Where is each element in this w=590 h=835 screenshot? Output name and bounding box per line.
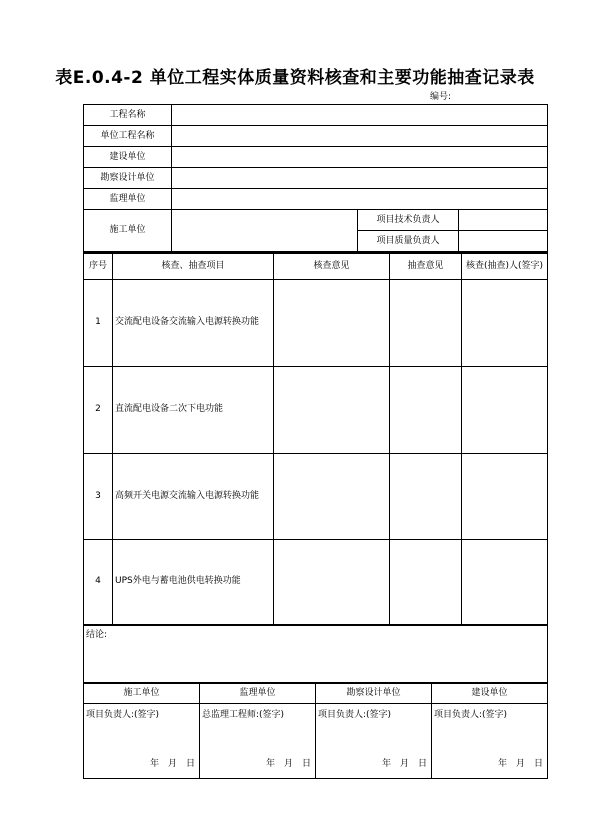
- sign-org-supervision: 监理单位: [200, 683, 316, 703]
- sign-role: 总监理工程师:(签字): [202, 709, 285, 720]
- sign-role: 项目负责人:(签字): [434, 709, 508, 720]
- spot-opinion-field[interactable]: [390, 366, 462, 453]
- row-no: 4: [84, 539, 113, 625]
- sign-org-construction: 建设单位: [432, 683, 548, 703]
- header-inspector: 核查(抽查)人(签字): [462, 253, 548, 279]
- signature-table: [83, 683, 548, 779]
- sign-date: 年 月 日: [149, 758, 195, 769]
- quality-lead-field[interactable]: [459, 231, 548, 252]
- project-name-field[interactable]: [172, 105, 548, 126]
- spot-opinion-field[interactable]: [390, 539, 462, 625]
- row-no: 3: [84, 453, 113, 539]
- sign-date: 年 月 日: [265, 758, 311, 769]
- tech-lead-field[interactable]: [459, 210, 548, 231]
- survey-design-unit-field[interactable]: [172, 168, 548, 189]
- check-table: [83, 252, 548, 683]
- construction-unit-field[interactable]: [172, 147, 548, 168]
- sign-org-survey-design: 勘察设计单位: [316, 683, 432, 703]
- conclusion-label: 结论:: [86, 630, 108, 640]
- conclusion-field[interactable]: [84, 625, 548, 682]
- supervision-unit-field[interactable]: [172, 189, 548, 210]
- sign-box-survey-design[interactable]: [316, 703, 432, 778]
- inspector-field[interactable]: [462, 539, 548, 625]
- sign-org-contractor: 施工单位: [84, 683, 200, 703]
- sign-role: 项目负责人:(签字): [86, 709, 160, 720]
- project-name-label: 工程名称: [84, 105, 172, 126]
- row-no: 2: [84, 366, 113, 453]
- sign-box-supervision[interactable]: [200, 703, 316, 778]
- check-opinion-field[interactable]: [274, 453, 390, 539]
- inspector-field[interactable]: [462, 366, 548, 453]
- header-spot-opinion: 抽查意见: [390, 253, 462, 279]
- sign-box-contractor[interactable]: [84, 703, 200, 778]
- quality-lead-label: 项目质量负责人: [358, 231, 459, 252]
- row-item: 高频开关电源交流输入电源转换功能: [113, 453, 274, 539]
- table-row: [84, 366, 548, 453]
- header-item: 核查、抽查项目: [113, 253, 274, 279]
- sign-role: 项目负责人:(签字): [318, 709, 392, 720]
- contractor-label: 施工单位: [84, 210, 172, 252]
- check-opinion-field[interactable]: [274, 279, 390, 366]
- check-opinion-field[interactable]: [274, 539, 390, 625]
- tech-lead-label: 项目技术负责人: [358, 210, 459, 231]
- form-title: 表E.0.4-2 单位工程实体质量资料核查和主要功能抽查记录表: [55, 68, 535, 88]
- table-row: [84, 539, 548, 625]
- row-item: UPS外电与蓄电池供电转换功能: [113, 539, 274, 625]
- contractor-field[interactable]: [172, 210, 358, 252]
- sign-date: 年 月 日: [381, 758, 427, 769]
- record-form: [83, 104, 547, 779]
- serial-number-label: 编号:: [430, 92, 452, 102]
- unit-project-name-label: 单位工程名称: [84, 126, 172, 147]
- header-check-opinion: 核查意见: [274, 253, 390, 279]
- inspector-field[interactable]: [462, 453, 548, 539]
- row-item: 交流配电设备交流输入电源转换功能: [113, 279, 274, 366]
- row-item: 直流配电设备二次下电功能: [113, 366, 274, 453]
- unit-project-name-field[interactable]: [172, 126, 548, 147]
- inspector-field[interactable]: [462, 279, 548, 366]
- header-no: 序号: [84, 253, 113, 279]
- sign-box-construction[interactable]: [432, 703, 548, 778]
- sign-date: 年 月 日: [497, 758, 543, 769]
- table-row: [84, 453, 548, 539]
- supervision-unit-label: 监理单位: [84, 189, 172, 210]
- spot-opinion-field[interactable]: [390, 279, 462, 366]
- table-row: [84, 279, 548, 366]
- info-table: [83, 104, 548, 252]
- spot-opinion-field[interactable]: [390, 453, 462, 539]
- row-no: 1: [84, 279, 113, 366]
- check-opinion-field[interactable]: [274, 366, 390, 453]
- survey-design-unit-label: 勘察设计单位: [84, 168, 172, 189]
- construction-unit-label: 建设单位: [84, 147, 172, 168]
